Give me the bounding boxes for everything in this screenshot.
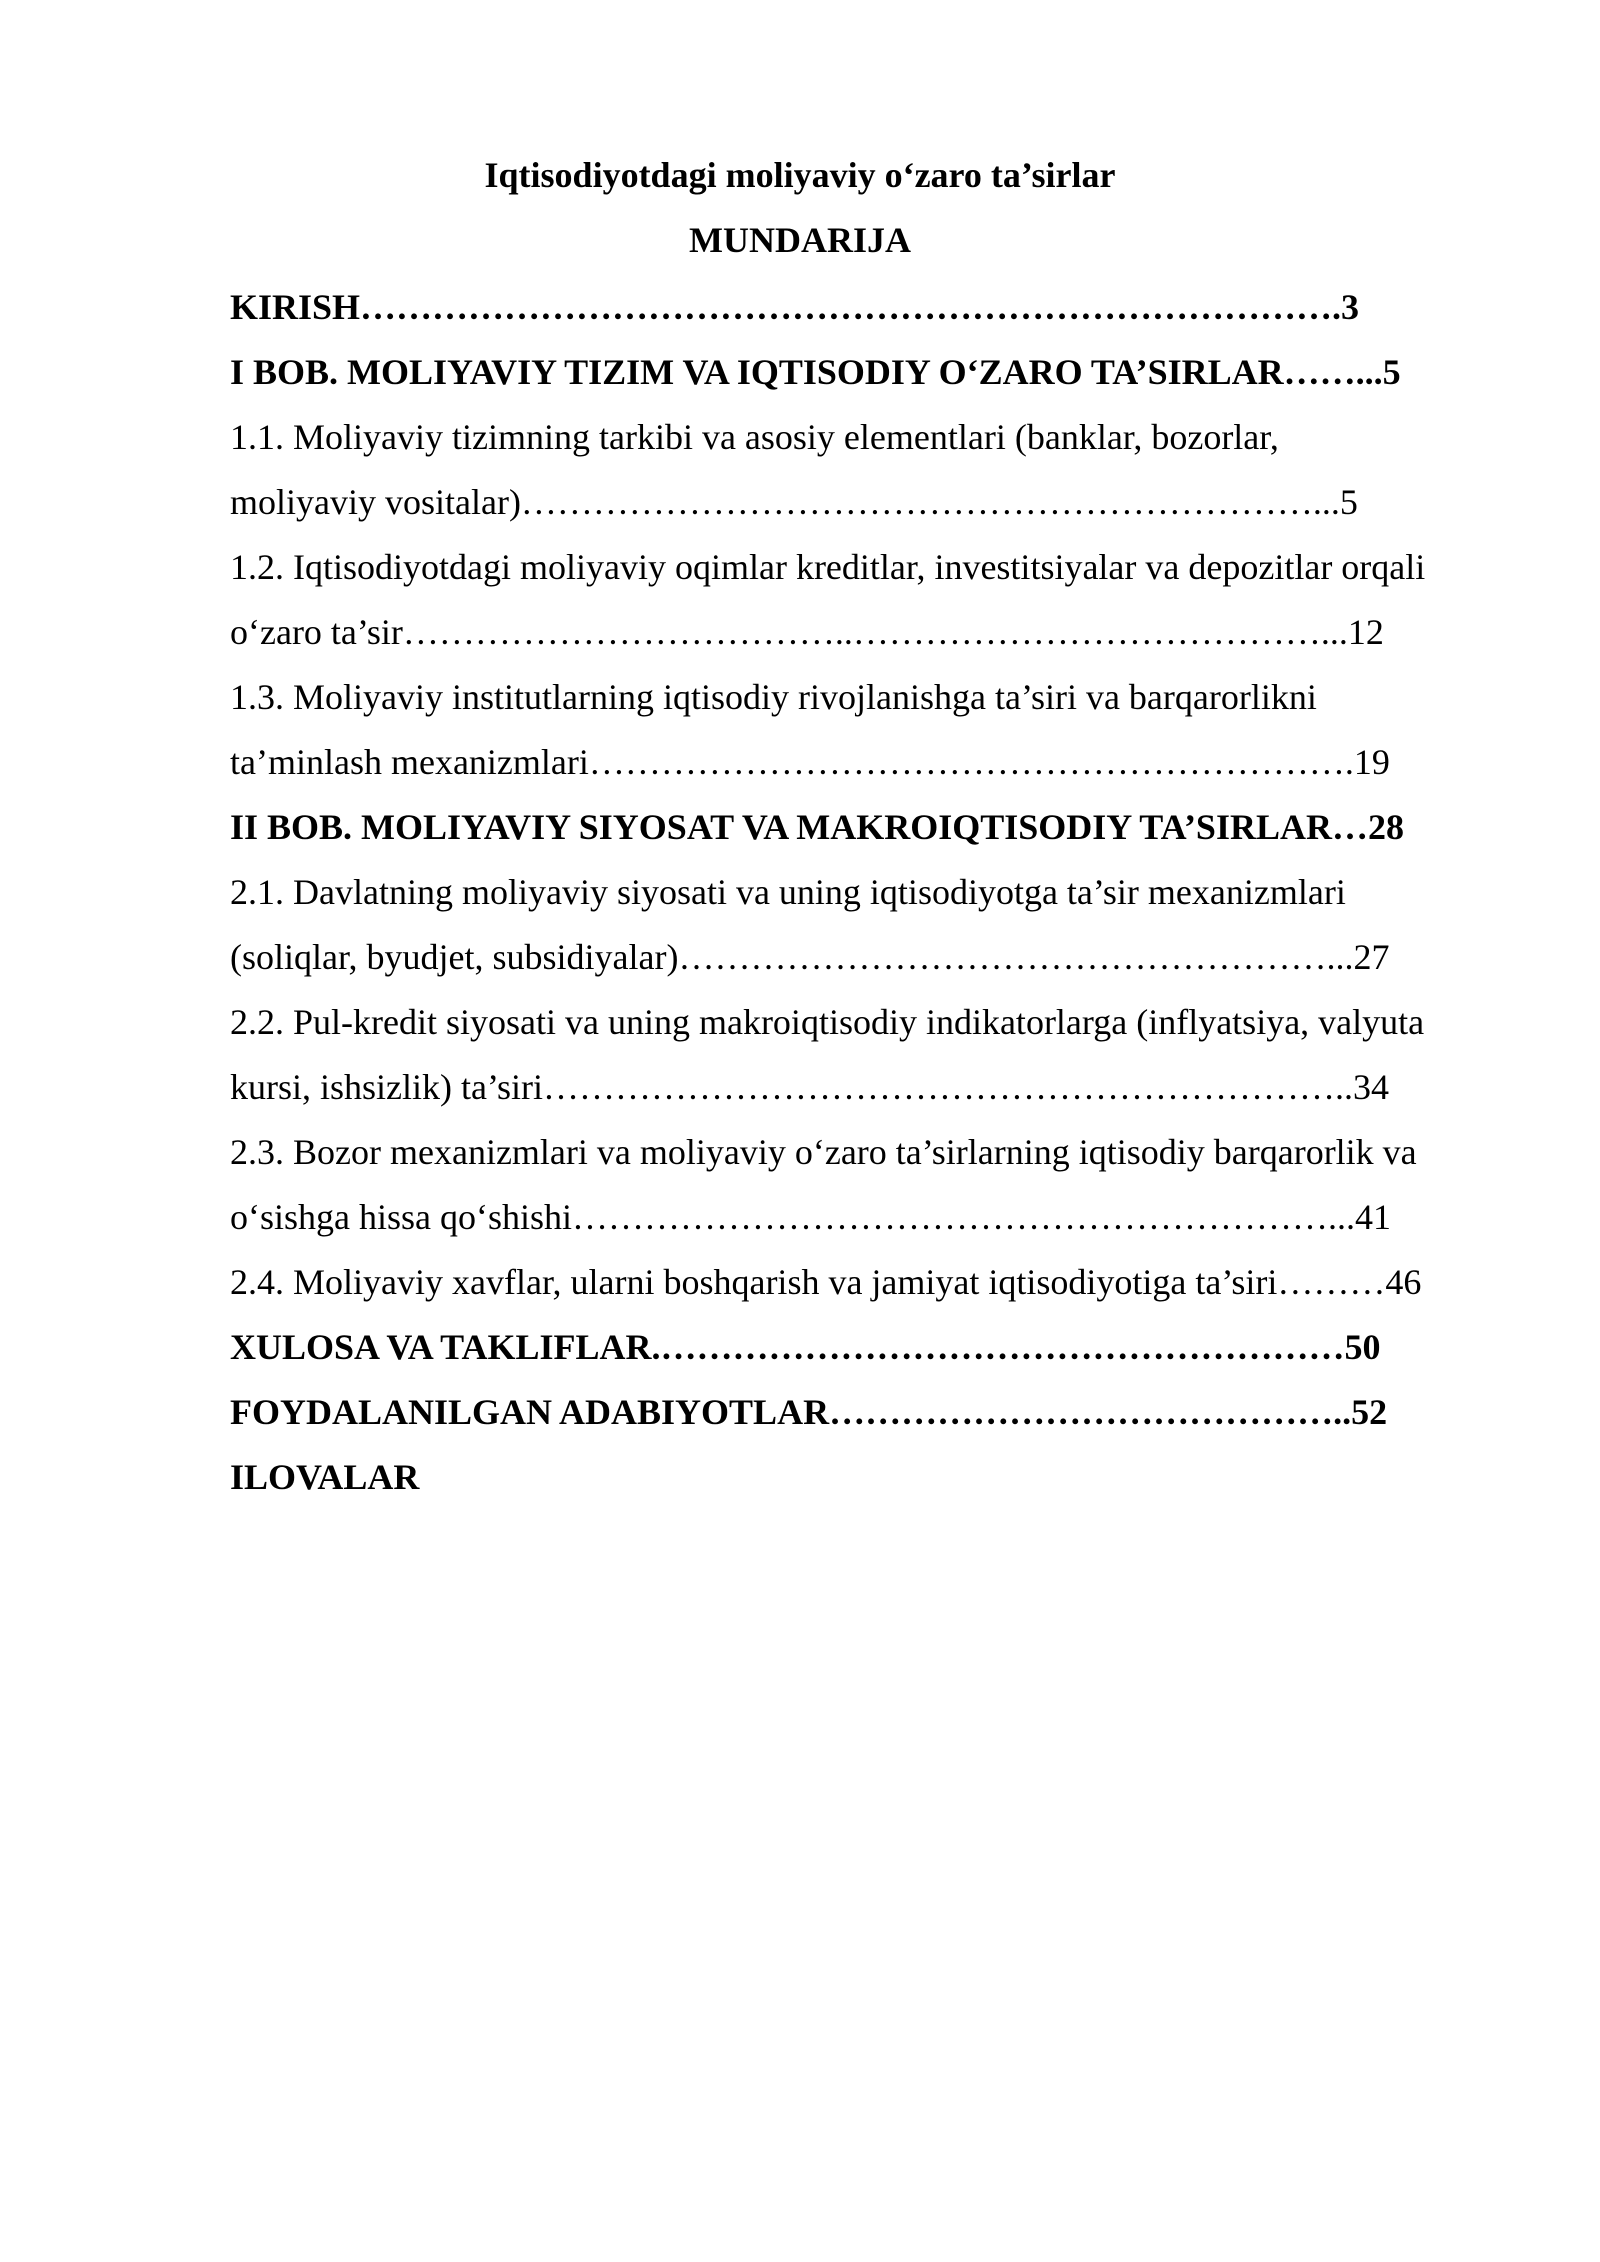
document-title: Iqtisodiyotdagi moliyaviy o‘zaro ta’sirlar [484,155,1116,195]
toc-entry-references: FOYDALANILGAN ADABIYOTLAR……………………………………..52 [230,1392,1388,1432]
toc-entry-1-2: 1.2. Iqtisodiyotdagi moliyaviy oqimlar kreditlar, investitsiyalar va depozitlar orqali [230,547,1426,587]
toc-entry-1-1-cont: moliyaviy vositalar)…………………………………………………………...5 [230,482,1358,522]
toc-entry-appendices: ILOVALAR [230,1457,420,1497]
toc-entry-2-3-cont: o‘sishga hissa qo‘shishi………………………………………………………...41 [230,1197,1391,1237]
toc-entry-2-1: 2.1. Davlatning moliyaviy siyosati va uning iqtisodiyotga ta’sir mexanizmlari [230,872,1346,912]
toc-entry-2-1-cont: (soliqlar, byudjet, subsidiyalar)………………………………………………...27 [230,937,1390,977]
toc-entry-1-3: 1.3. Moliyaviy institutlarning iqtisodiy rivojlanishga ta’siri va barqarorlikni [230,677,1317,717]
toc-entry-conclusion: XULOSA VA TAKLIFLAR.…………………………………………………50 [230,1327,1381,1367]
toc-entry-2-2: 2.2. Pul-kredit siyosati va uning makroiqtisodiy indikatorlarga (inflyatsiya, valyuta [230,1002,1425,1042]
toc-entry-chapter-2: II BOB. MOLIYAVIY SIYOSAT VA MAKROIQTISODIY TA’SIRLAR…28 [230,807,1404,847]
toc-entry-2-3: 2.3. Bozor mexanizmlari va moliyaviy o‘zaro ta’sirlarning iqtisodiy barqarorlik va [230,1132,1417,1172]
toc-entry-1-2-cont: o‘zaro ta’sir………………………………..…………………………………...12 [230,612,1384,652]
toc-entry-1-1: 1.1. Moliyaviy tizimning tarkibi va asosiy elementlari (banklar, bozorlar, [230,417,1279,457]
toc-entry-1-3-cont: ta’minlash mexanizmlari……………………………………………………….19 [230,742,1390,782]
toc-entry-kirish: KIRISH……………………………………………………………………….3 [230,287,1360,327]
toc-heading: MUNDARIJA [689,220,911,260]
toc-entry-2-2-cont: kursi, ishsizlik) ta’siri…………………………………………………………..34 [230,1067,1389,1107]
toc-entry-chapter-1: I BOB. MOLIYAVIY TIZIM VA IQTISODIY O‘ZARO TA’SIRLAR……...5 [230,352,1401,392]
toc-entry-2-4: 2.4. Moliyaviy xavflar, ularni boshqarish va jamiyat iqtisodiyotiga ta’siri………46 [230,1262,1422,1302]
